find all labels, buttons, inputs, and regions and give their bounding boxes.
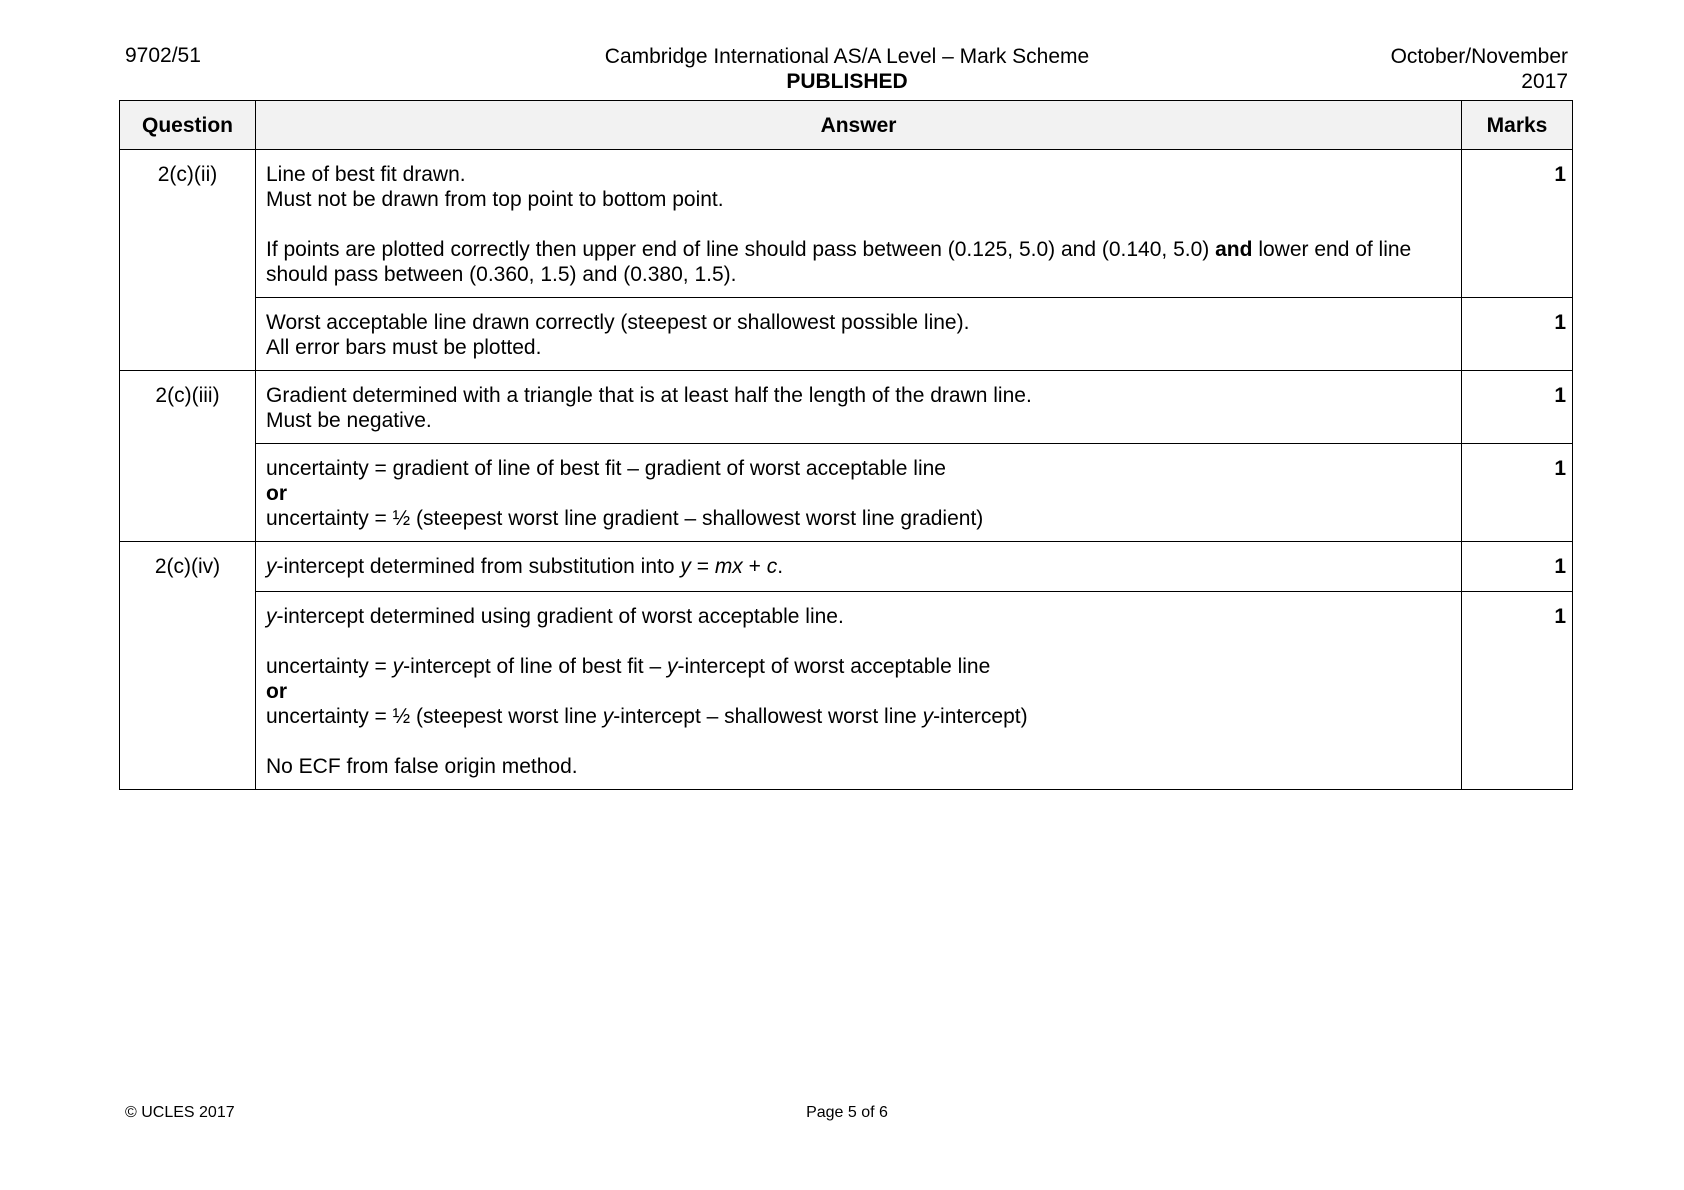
answer-text: = bbox=[690, 555, 715, 578]
variable-mx: mx bbox=[714, 555, 743, 578]
answer-text: -intercept of worst acceptable line bbox=[677, 655, 991, 678]
table-row bbox=[120, 371, 1573, 444]
variable-y: y bbox=[392, 655, 404, 678]
answer-line bbox=[266, 554, 1451, 579]
marks-column-header: Marks bbox=[1462, 101, 1573, 150]
question-cell: 2(c)(iii) bbox=[120, 371, 256, 542]
marks-cell: 1 bbox=[1462, 150, 1573, 298]
answer-text: -intercept determined from substitution into bbox=[276, 555, 681, 578]
question-cell: 2(c)(ii) bbox=[120, 150, 256, 371]
answer-line: Gradient determined with a triangle that is at least half the length of the drawn line. bbox=[266, 384, 1032, 407]
answer-line bbox=[266, 704, 1451, 729]
table-header-row bbox=[120, 101, 1573, 150]
answer-text: -intercept) bbox=[933, 705, 1028, 728]
variable-y: y bbox=[266, 555, 277, 578]
answer-line: uncertainty = ½ (steepest worst line gradient – shallowest worst line gradient) bbox=[266, 507, 984, 530]
answer-cell bbox=[256, 371, 1462, 444]
mark-scheme-table bbox=[119, 100, 1573, 790]
marks-cell: 1 bbox=[1462, 371, 1573, 444]
published-label: PUBLISHED bbox=[786, 70, 908, 93]
answer-cell bbox=[256, 542, 1462, 592]
table-row bbox=[120, 592, 1573, 790]
or-label: or bbox=[266, 482, 287, 505]
answer-line: If points are plotted correctly then upper end of line should pass between (0.125, 5.0) and (0.140, 5.0) bbox=[266, 238, 1210, 261]
answer-line: uncertainty = gradient of line of best fit – gradient of worst acceptable line bbox=[266, 457, 946, 480]
paper-code: 9702/51 bbox=[125, 44, 201, 67]
question-cell: 2(c)(iv) bbox=[120, 542, 256, 790]
answer-line bbox=[266, 654, 1451, 679]
answer-cell bbox=[256, 592, 1462, 790]
answer-text: -intercept of line of best fit – bbox=[403, 655, 667, 678]
session-block bbox=[1391, 44, 1568, 94]
answer-column-header: Answer bbox=[256, 101, 1462, 150]
answer-line: Must not be drawn from top point to bottom point. bbox=[266, 188, 724, 211]
copyright-notice: © UCLES 2017 bbox=[125, 1104, 235, 1121]
answer-text: uncertainty = ½ (steepest worst line bbox=[266, 705, 603, 728]
marks-cell: 1 bbox=[1462, 542, 1573, 592]
answer-cell bbox=[256, 444, 1462, 542]
variable-y: y bbox=[266, 605, 277, 628]
session-year: 2017 bbox=[1521, 70, 1568, 93]
answer-line: Must be negative. bbox=[266, 409, 432, 432]
variable-c: c bbox=[766, 555, 778, 578]
variable-y: y bbox=[602, 705, 614, 728]
answer-line: lower end of line should pass between (0.360, 1.5) and (0.380, 1.5). bbox=[266, 238, 1412, 286]
variable-y: y bbox=[922, 705, 934, 728]
answer-text: -intercept determined using gradient of worst acceptable line. bbox=[276, 605, 844, 628]
question-column-header: Question bbox=[120, 101, 256, 150]
table-row bbox=[120, 298, 1573, 371]
session-month: October/November bbox=[1390, 45, 1568, 68]
marks-cell: 1 bbox=[1462, 298, 1573, 371]
table-row bbox=[120, 444, 1573, 542]
answer-line bbox=[266, 604, 1451, 629]
variable-y: y bbox=[680, 555, 691, 578]
answer-line: No ECF from false origin method. bbox=[266, 755, 578, 778]
marks-cell: 1 bbox=[1462, 592, 1573, 790]
or-label: or bbox=[266, 680, 287, 703]
answer-text: -intercept – shallowest worst line bbox=[613, 705, 923, 728]
answer-line: Worst acceptable line drawn correctly (steepest or shallowest possible line). bbox=[266, 311, 970, 334]
page-number: Page 5 of 6 bbox=[806, 1104, 888, 1121]
answer-text: . bbox=[777, 555, 784, 578]
answer-line: All error bars must be plotted. bbox=[266, 336, 542, 359]
answer-line: Line of best fit drawn. bbox=[266, 163, 466, 186]
answer-text: + bbox=[742, 555, 767, 578]
marks-cell: 1 bbox=[1462, 444, 1573, 542]
document-title: Cambridge International AS/A Level – Mark Scheme bbox=[604, 45, 1090, 68]
table-row bbox=[120, 150, 1573, 298]
answer-bold-word: and bbox=[1215, 238, 1253, 261]
answer-cell bbox=[256, 298, 1462, 371]
table-row bbox=[120, 542, 1573, 592]
variable-y: y bbox=[666, 655, 678, 678]
answer-text: uncertainty = bbox=[266, 655, 393, 678]
answer-cell bbox=[256, 150, 1462, 298]
